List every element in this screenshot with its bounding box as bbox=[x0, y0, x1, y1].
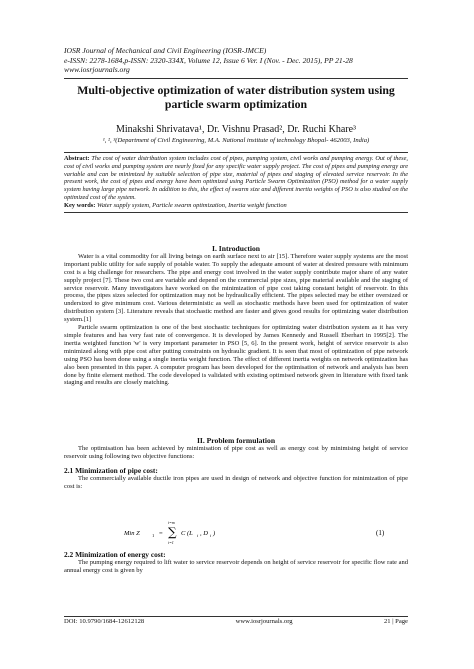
eq-number: (1) bbox=[376, 529, 385, 537]
eq-sum-top: i=m bbox=[168, 520, 175, 525]
pipe-cost-text: The commercially available ductile iron pipes are used in design of network and objective function for minimization of pipe cost is: bbox=[64, 474, 408, 490]
energy-cost-section bbox=[64, 551, 408, 575]
keywords-label: Key words: bbox=[64, 201, 96, 209]
problem-paragraph: The optimisation has been achieved by minimisation of pipe cost as well as energy cost by minimising height of service reservoir using following two objective functions: bbox=[64, 444, 408, 460]
introduction-section bbox=[64, 245, 408, 387]
abstract-block bbox=[64, 152, 408, 213]
eq-rhs-mid: , D bbox=[200, 530, 208, 537]
equation-svg bbox=[64, 520, 408, 546]
eq-sum-bottom: i=1 bbox=[168, 540, 174, 545]
introduction-heading: I. Introduction bbox=[212, 244, 260, 253]
eq-equals: = bbox=[159, 530, 163, 537]
author-list: Minakshi Shrivatava¹, Dr. Vishnu Prasad², Dr. Ruchi Khare³ bbox=[115, 124, 357, 135]
footer-rule bbox=[64, 616, 408, 617]
intro-paragraph-1: Water is a vital commodity for all living beings on earth surface next to air [15]. Therefore water supply systems are the most important public utility for safe supply of potable water. To supply the adequate amount of water at desired pressure with minimum cost is a big challenge for researchers. The pipe and energy cost involved in the water supply contribute major share of any water supply project [7]. These two cost are variable and depend on the commercial pipe sizes, pipe material available and the staging of service reservoir. Many investigators have worked on the minimization of pipe cost taking constant height of reservoir. In this process, the pipes sizes selected for optimization may not be hydraulically efficient. The pipes selected may be either oversized or undersized to give minimum cost. Various deterministic as well as stochastic methods have been used for optimization of water distribution system [3]. Literature reveals that stochastic method are faster and gives good results for optimizing water distribution system.[1] bbox=[64, 252, 408, 324]
author-affiliation: ¹, ², ³(Department of Civil Engineering, M.A. National institute of technology Bhopal- 462003, India) bbox=[102, 137, 370, 144]
eq-sum-sign: ∑ bbox=[168, 525, 177, 539]
issn-line: e-ISSN: 2278-1684,p-ISSN: 2320-334X, Volume 12, Issue 6 Ver. I (Nov. - Dec. 2015), PP 21-28 bbox=[64, 55, 353, 65]
header-rule bbox=[64, 78, 408, 79]
abstract-label: Abstract: bbox=[64, 155, 90, 162]
journal-name: IOSR Journal of Mechanical and Civil Engineering (IOSR-JMCE) bbox=[64, 46, 267, 55]
eq-rhs-end: ) bbox=[213, 530, 216, 537]
subsection-energy-cost: 2.2 Minimization of energy cost: bbox=[64, 550, 166, 559]
equation-1 bbox=[64, 520, 408, 546]
eq-rhs: C (L bbox=[181, 530, 193, 537]
paper-title: Multi-objective optimization of water distribution system using particle swarm optimization bbox=[77, 83, 395, 111]
eq-lhs-sub: 1 bbox=[152, 533, 155, 538]
problem-heading: II. Problem formulation bbox=[196, 436, 276, 445]
problem-section bbox=[64, 437, 408, 490]
eq-lhs: Min Z bbox=[124, 530, 140, 537]
keywords-text: Water supply system, Particle swarm optimization, Inertia weight function bbox=[95, 201, 287, 209]
footer-site: www.iosrjournals.org bbox=[235, 618, 293, 625]
eq-rhs-sub-2: i bbox=[210, 533, 212, 538]
intro-paragraph-2: Particle swarm optimization is one of the best stochastic techniques for optimizing water distribution system as it has very simple features and has very fast rate of convergence. It is developed by James Kennedy and Russell Eberhart in 1995[2]. The inertia weighted function 'w' is very important parameter in PSO [5, 6]. In the present work, height of service reservoir is also minimized along with pipe cost after putting constraints on hydraulic gradient. It is seen that most of optimization of pipe network using PSO has been done using a single inertia weight function. The effect of different inertia weights on network optimization has also been presented in this paper. A computer program has been developed for the optimisation of network and analysis has been done by finite element method. The code developed is validated with existing optimised network given in literature with fixed tank staging and results are closely matching. bbox=[64, 324, 408, 387]
energy-cost-text: The pumping energy required to lift water to service reservoir depends on height of service reservoir for specific flow rate and annual energy cost is given by bbox=[64, 558, 408, 574]
footer-doi: DOI: 10.9790/1684-12612128 bbox=[64, 618, 145, 625]
page-footer bbox=[64, 618, 408, 625]
journal-header bbox=[64, 46, 408, 75]
footer-page: 21 | Page bbox=[383, 618, 408, 625]
eq-rhs-sub-1: i bbox=[197, 533, 199, 538]
subsection-pipe-cost: 2.1 Minimization of pipe cost: bbox=[64, 465, 158, 475]
abstract-text: The cost of water distribution system includes cost of pipes, pumping system, civil works and pumping energy. Out of these, cost of civil works and pumping system are nearly fixed for any specific water supply project. The cost of pipes and pumping energy are variable and can be minimized by suitable selection of pipe size, material of pipes and staging of elevated service reservoir. In the present work, the cost of pipes and energy have been optimized using Particle Swarm Optimization (PSO) method for a water supply system having large pipe network. In addition to this, the effect of swarm size and different inertia weights of PSO is also studied on the optimized cost of the system. bbox=[64, 155, 408, 201]
journal-site: www.iosrjournals.org bbox=[64, 65, 130, 75]
